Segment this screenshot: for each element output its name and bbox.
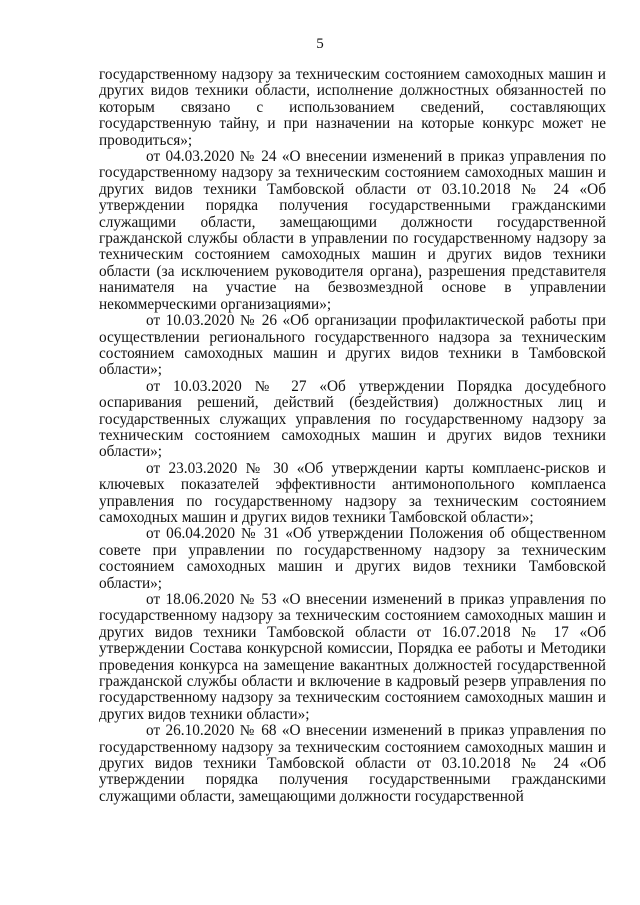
page-number: 5 — [316, 36, 324, 52]
paragraph-order-31: от 06.04.2020 № 31 «Об утверждении Положения об общественном совете при управлении по государственному надзору за техническим состоянием самоходных машин и других видов техники Тамбовской области»; — [99, 525, 606, 592]
paragraph-order-68: от 26.10.2020 № 68 «О внесении изменений в приказ управления по государственному надзору за техническим состоянием самоходных машин и других видов техники Тамбовской области от 03.10.2018 № 24 «Об утверждении порядка получения государственными гражданскими служащими области, замещающими должности государственной — [99, 722, 606, 805]
paragraph-order-27: от 10.03.2020 № 27 «Об утверждении Порядка досудебного оспаривания решений, действий (бездействия) должностных лиц и государственных служащих управления по государственному надзору за техническим состоянием самоходных машин и других видов техники области»; — [99, 377, 606, 461]
paragraph-continuation: государственному надзору за техническим состоянием самоходных машин и других видов техники области, исполнение должностных обязанностей по которым связано с использованием сведений, составляющих государственную тайну, и при назначении на которые конкурс может не проводиться»; — [99, 66, 606, 149]
paragraph-order-24: от 04.03.2020 № 24 «О внесении изменений в приказ управления по государственному надзору за техническим состоянием самоходных машин и других видов техники Тамбовской области от 03.10.2018 № 24 «Об утверждении порядка получения государственными гражданскими служащими области, замещающими должности государственной гражданской службы области в управлении по государственному надзору за техническим состоянием самоходных машин и других видов техники области (за исключением руководителя органа), разрешения представителя нанимателя на участие на безвозмездной основе в управлении некоммерческими организациями»; — [99, 148, 606, 313]
document-body — [99, 67, 606, 805]
paragraph-order-26: от 10.03.2020 № 26 «Об организации профилактической работы при осуществлении регионального государственного надзора за техническим состоянием самоходных машин и других видов техники в Тамбовской области»; — [99, 312, 606, 379]
paragraph-order-53: от 18.06.2020 № 53 «О внесении изменений в приказ управления по государственному надзору за техническим состоянием самоходных машин и других видов техники Тамбовской области от 16.07.2018 № 17 «Об утверждении Состава конкурсной комиссии, Порядка ее работы и Методики проведения конкурса на замещение вакантных должностей государственной гражданской службы области и включение в кадровый резерв управления по государственному надзору за техническим состоянием самоходных машин и других видов техники области»; — [99, 591, 606, 723]
paragraph-order-30: от 23.03.2020 № 30 «Об утверждении карты комплаенс-рисков и ключевых показателей эффективности антимонопольного комплаенса управления по государственному надзору за техническим состоянием самоходных машин и других видов техники Тамбовской области»; — [99, 459, 606, 526]
